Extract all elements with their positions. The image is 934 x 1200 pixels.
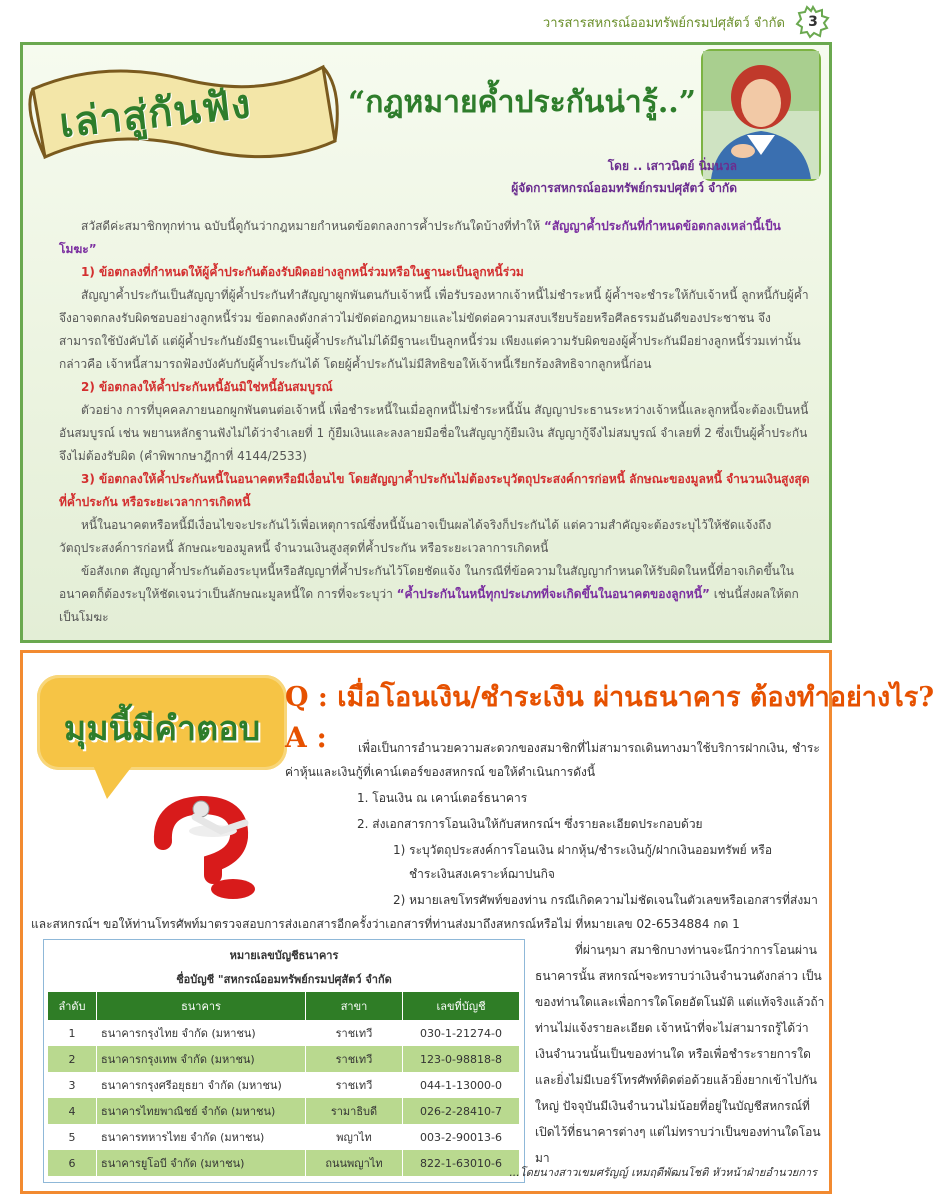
answer-line-1: เพื่อเป็นการอำนวยความสะดวกของสมาชิกที่ไม่สามารถเดินทางมาใช้บริการฝากเงิน, ชำระ xyxy=(358,741,820,755)
answer-label: A : xyxy=(285,721,327,754)
bank-accounts-table xyxy=(48,992,520,1176)
article-title: “กฎหมายค้ำประกันน่ารู้..” xyxy=(348,85,697,120)
observation-paragraph xyxy=(59,560,811,629)
article-qa-bank-transfer xyxy=(20,650,934,1194)
row-branch: ถนนพญาไท xyxy=(306,1150,403,1176)
speech-bubble-tail xyxy=(93,765,133,799)
col-header-no: ลำดับ xyxy=(48,992,97,1020)
row-account: 123-0-98818-8 xyxy=(403,1046,520,1072)
col-header-account: เลขที่บัญชี xyxy=(403,992,520,1020)
row-no: 6 xyxy=(48,1150,97,1176)
closing-note: และสหกรณ์ฯ ขอให้ท่านโทรศัพท์มาตรวจสอบการส่งเอกสารอีกครั้งว่าเอกสารที่ท่านส่งมาถึงสหกรณ์หรือไม่ ที่หมายเลข 02-6534884 กด 1 xyxy=(31,917,740,931)
question-mark-figure xyxy=(141,793,291,903)
sub-step-2: 2) หมายเลขโทรศัพท์ของท่าน กรณีเกิดความไม่ชัดเจนในตัวเลขหรือเอกสารที่ส่งมา xyxy=(393,893,818,907)
row-bank: ธนาคารกรุงศรีอยุธยา จำกัด (มหาชน) xyxy=(97,1072,306,1098)
table-title: หมายเลขบัญชีธนาคาร xyxy=(229,949,339,962)
step-2: 2. ส่งเอกสารการโอนเงินให้กับสหกรณ์ฯ ซึ่งรายละเอียดประกอบด้วย xyxy=(357,817,703,831)
table-account-name: ชื่อบัญชี "สหกรณ์ออมทรัพย์กรมปศุสัตว์ จำกัด xyxy=(176,973,392,986)
row-bank: ธนาคารกรุงไทย จำกัด (มหาชน) xyxy=(97,1020,306,1046)
row-bank: ธนาคารกรุงเทพ จำกัด (มหาชน) xyxy=(97,1046,306,1072)
page-number-badge xyxy=(797,6,829,38)
row-account: 003-2-90013-6 xyxy=(403,1124,520,1150)
byline xyxy=(357,155,737,199)
point-3-heading: 3) ข้อตกลงให้ค้ำประกันหนี้ในอนาคตหรือมีเงื่อนไข โดยสัญญาค้ำประกันไม่ต้องระบุวัตถุประสงค์การก่อหนี้ ลักษณะของมูลหนี้ จำนวนเงินสูงสุดที่ค้ำประกัน หรือระยะเวลาการเกิดหนี้ xyxy=(59,472,810,509)
intro-paragraph xyxy=(59,215,811,261)
step-1: 1. โอนเงิน ณ เคาน์เตอร์ธนาคาร xyxy=(357,791,528,805)
row-branch: ราชเทวี xyxy=(306,1020,403,1046)
row-branch: ราชเทวี xyxy=(306,1046,403,1072)
row-bank: ธนาคารไทยพาณิชย์ จำกัด (มหาชน) xyxy=(97,1098,306,1124)
question-mark-icon xyxy=(141,793,291,903)
col-header-bank: ธนาคาร xyxy=(97,992,306,1020)
table-row xyxy=(48,1124,520,1150)
row-bank: ธนาคารทหารไทย จำกัด (มหาชน) xyxy=(97,1124,306,1150)
point-2-body: ตัวอย่าง การที่บุคคลภายนอกผูกพันตนต่อเจ้าหนี้ เพื่อชำระหนี้ในเมื่อลูกหนี้ไม่ชำระหนี้นั้น สัญญาประธานระหว่างเจ้าหนี้และลูกหนี้จะต้องเป็นหนี้อันสมบูรณ์ เช่น พยานหลักฐานฟังไม่ได้ว่าจำเลยที่ 1 กู้ยืมเงินและลงลายมือชื่อในสัญญากู้ยืมเงิน สัญญากู้จึงไม่สมบูรณ์ จำเลยที่ 2 ซึ่งเป็นผู้ค้ำประกันจึงไม่ต้องรับผิด (คำพิพากษาฎีกาที่ 4144/2533) xyxy=(59,403,809,463)
observation-tail: เช่นนี้ส่งผลให้ตกเป็นโมฆะ xyxy=(59,587,799,624)
question: Q : เมื่อโอนเงิน/ชำระเงิน ผ่านธนาคาร ต้องทำอย่างไร? xyxy=(285,682,934,713)
observation-text: ข้อสังเกต สัญญาค้ำประกันต้องระบุหนี้หรือสัญญาที่ค้ำประกันไว้โดยชัดแจ้ง ในกรณีที่ข้อความในสัญญากำหนดให้รับผิดในหนี้ที่อาจเกิดขึ้นในอนาคตก็ต้องระบุให้ชัดเจนว่าเป็นลักษณะมูลหนี้ใด การที่จะระบุว่า xyxy=(59,564,794,601)
row-account: 044-1-13000-0 xyxy=(403,1072,520,1098)
row-branch: พญาไท xyxy=(306,1124,403,1150)
table-row xyxy=(48,1150,520,1176)
page-number: 3 xyxy=(808,14,818,30)
journal-title: วารสารสหกรณ์ออมทรัพย์กรมปศุสัตว์ จำกัด xyxy=(542,16,785,31)
point-3-body: หนี้ในอนาคตหรือหนี้มีเงื่อนไขจะประกันไว้เพื่อเหตุการณ์ซึ่งหนี้นั้นอาจเป็นผลได้จริงก็ประกันได้ แต่ความสำคัญจะต้องระบุไว้ให้ชัดแจ้งถึงวัตถุประสงค์การก่อหนี้ ลักษณะของมูลหนี้ จำนวนเงินสูงสุดที่ค้ำประกัน หรือระยะเวลาการเกิดหนี้ xyxy=(59,518,772,555)
article-guarantee-law xyxy=(20,42,832,643)
point-1-body: สัญญาค้ำประกันเป็นสัญญาที่ผู้ค้ำประกันทำสัญญาผูกพันตนกับเจ้าหนี้ เพื่อรับรองหากเจ้าหนี้ไม่ชำระหนี้ ผู้ค้ำฯจะชำระให้กับเจ้าหนี้ ลูกหนี้กับผู้ค้ำจึงอาจตกลงรับผิดชอบอย่างลูกหนี้ร่วม ข้อตกลงดังกล่าวไม่ขัดต่อกฎหมายและไม่ขัดต่อความสงบเรียบร้อยหรือศีลธรรมอันดีของประชาชน จึงสามารถใช้บังคับได้ แต่ผู้ค้ำประกันยังมีฐานะเป็นผู้ค้ำประกันไม่ได้มีฐานะเป็นลูกหนี้ร่วม เพียงแต่ความรับผิดของผู้ค้ำประกันมีอย่างลูกหนี้ร่วมเท่านั้น กล่าวคือ เจ้าหนี้สามารถฟ้องบังคับกับผู้ค้ำประกันได้ โดยผู้ค้ำประกันไม่มีสิทธิขอให้เจ้าหนี้เรียกร้องสิทธิจากลูกหนี้ก่อน xyxy=(59,288,809,371)
corner-title: มุมนี้มีคำตอบ xyxy=(63,709,261,749)
speech-bubble xyxy=(37,675,287,770)
answer-line-2: ค่าหุ้นและเงินกู้ที่เคาน์เตอร์ของสหกรณ์ ขอให้ดำเนินการดังนี้ xyxy=(285,765,596,779)
article-body xyxy=(59,215,811,629)
section-banner xyxy=(23,49,348,179)
author-credit: ...โดยนางสาวเขมศรัญญ์ เหมฤดีพัฒนโชติ หัวหน้าฝ่ายอำนวยการ xyxy=(509,1166,817,1179)
author-name: โดย .. เสาวนิตย์ นิ่มนวล xyxy=(607,159,737,173)
page-header xyxy=(0,0,849,42)
point-1-heading: 1) ข้อตกลงที่กำหนดให้ผู้ค้ำประกันต้องรับผิดอย่างลูกหนี้ร่วมหรือในฐานะเป็นลูกหนี้ร่วม xyxy=(81,265,524,279)
row-no: 2 xyxy=(48,1046,97,1072)
row-account: 026-2-28410-7 xyxy=(403,1098,520,1124)
table-row xyxy=(48,1098,520,1124)
table-row xyxy=(48,1020,520,1046)
row-no: 1 xyxy=(48,1020,97,1046)
row-branch: รามาธิบดี xyxy=(306,1098,403,1124)
row-no: 5 xyxy=(48,1124,97,1150)
intro-highlight: “สัญญาค้ำประกันที่กำหนดข้อตกลงเหล่านี้เป็นโมฆะ” xyxy=(59,219,781,256)
table-row xyxy=(48,1072,520,1098)
explanation-text xyxy=(535,937,825,1171)
table-row xyxy=(48,1046,520,1072)
sub-step-1-cont: ชำระเงินสงเคราะห์ฌาปนกิจ xyxy=(409,867,555,881)
row-no: 4 xyxy=(48,1098,97,1124)
bank-accounts-box xyxy=(43,939,525,1183)
row-account: 030-1-21274-0 xyxy=(403,1020,520,1046)
row-bank: ธนาคารยูโอบี จำกัด (มหาชน) xyxy=(97,1150,306,1176)
intro-text: สวัสดีค่ะสมาชิกทุกท่าน ฉบับนี้ดูกันว่ากฎหมายกำหนดข้อตกลงการค้ำประกันใดบ้างที่ทำให้ xyxy=(81,219,544,233)
point-2-heading: 2) ข้อตกลงให้ค้ำประกันหนี้อันมิใช่หนี้อันสมบูรณ์ xyxy=(81,380,333,394)
explanation-paragraph: ที่ผ่านๆมา สมาชิกบางท่านจะนึกว่าการโอนผ่านธนาคารนั้น สหกรณ์ฯจะทราบว่าเงินจำนวนดังกล่าว เป็นของท่านใดและเพื่อการใดโดยอัตโนมัติ แต่แท้จริงแล้วถ้าท่านไม่แจ้งรายละเอียด เจ้าหน้าที่จะไม่สามารถรู้ได้ว่าเงินจำนวนนั้นเป็นของท่านใด หรือเพื่อชำระรายการใด และยิ่งไม่มีเบอร์โทรศัพท์ติดต่อด้วยแล้วยิ่งยากเข้าไปกันใหญ่ ปัจจุบันมีเงินจำนวนไม่น้อยที่อยู่ในบัญชีสหกรณ์ที่เปิดไว้ที่ธนาคารต่างๆ แต่ไม่ทราบว่าเป็นของท่านใดโอนมา xyxy=(535,943,825,1165)
col-header-branch: สาขา xyxy=(306,992,403,1020)
row-account: 822-1-63010-6 xyxy=(403,1150,520,1176)
table-header-row xyxy=(48,992,520,1020)
sub-step-1: 1) ระบุวัตถุประสงค์การโอนเงิน ฝากหุ้น/ชำระเงินกู้/ฝากเงินออมทรัพย์ หรือ xyxy=(393,843,773,857)
author-role: ผู้จัดการสหกรณ์ออมทรัพย์กรมปศุสัตว์ จำกัด xyxy=(511,181,737,195)
row-no: 3 xyxy=(48,1072,97,1098)
row-branch: ราชเทวี xyxy=(306,1072,403,1098)
banner-title: เล่าสู่กันฟัง xyxy=(57,80,254,147)
observation-highlight: “ค้ำประกันในหนี้ทุกประเภทที่จะเกิดขึ้นในอนาคตของลูกหนี้” xyxy=(396,587,710,601)
